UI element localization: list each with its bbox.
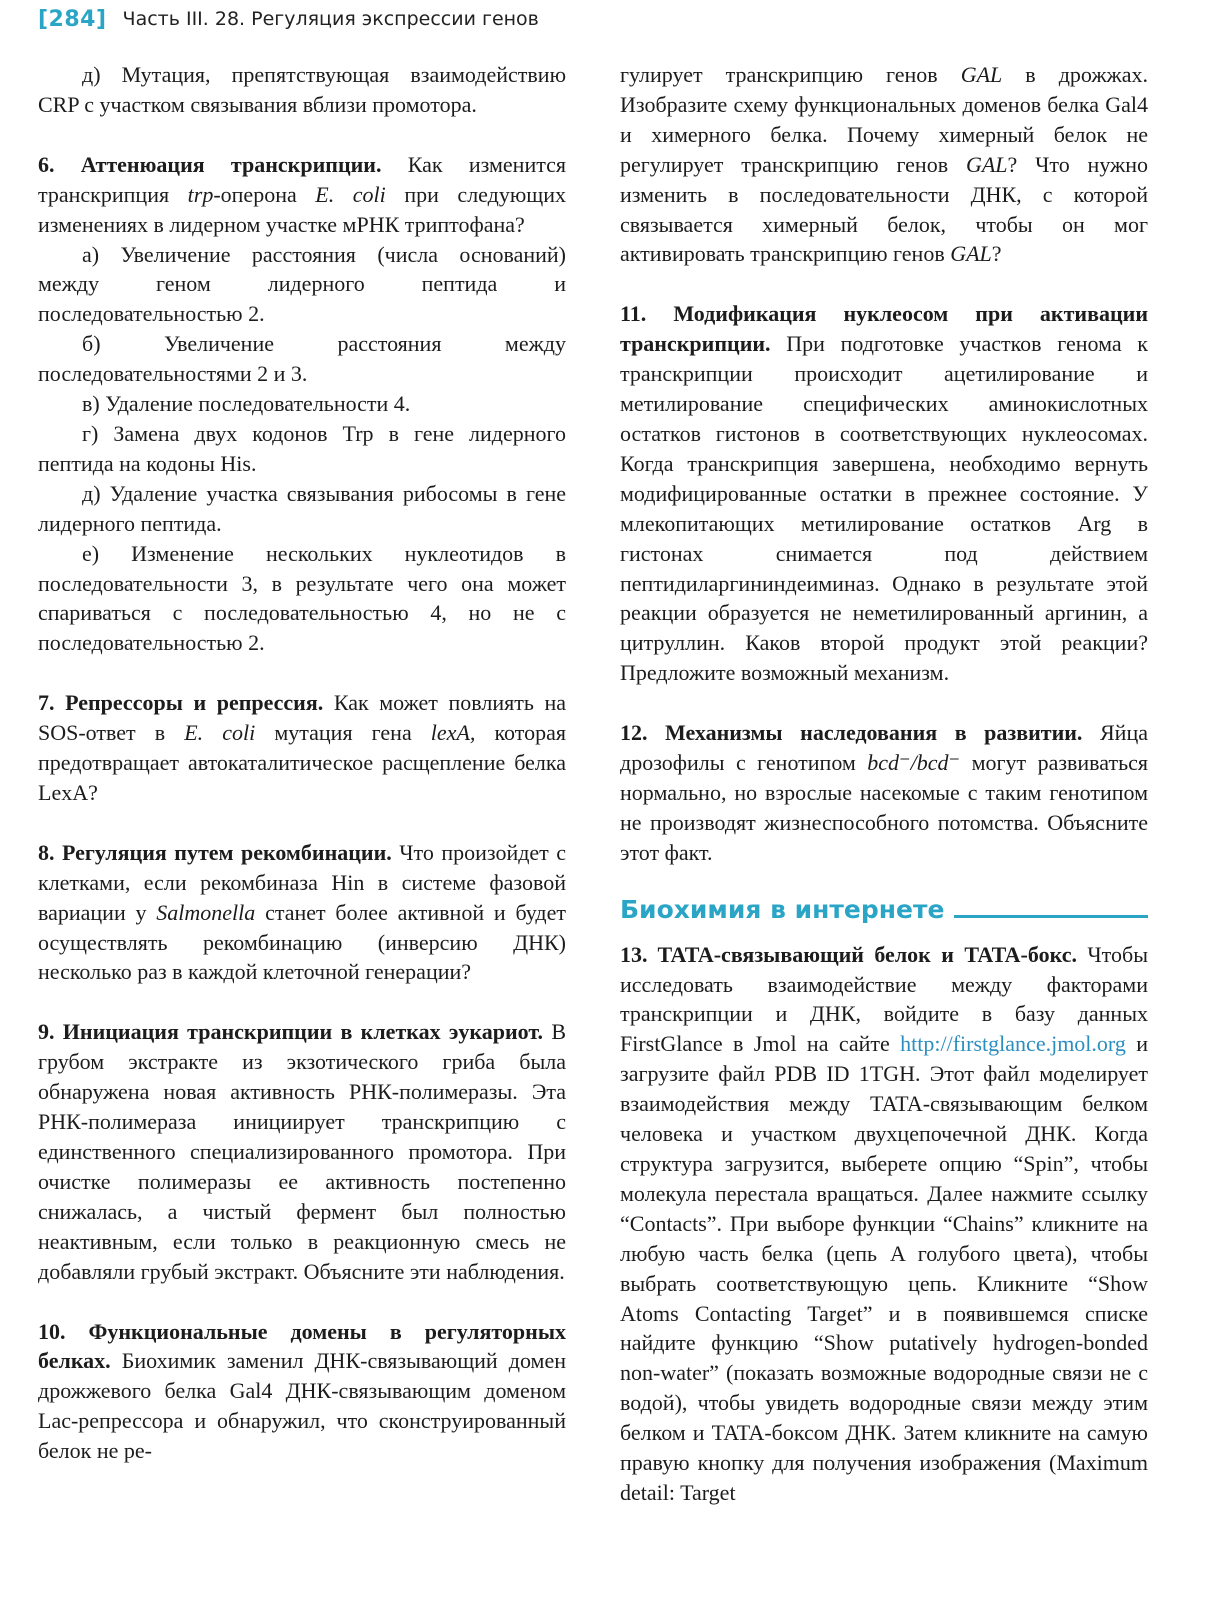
- organism-name: E. coli: [315, 181, 386, 207]
- chapter-title: Часть III. 28. Регуляция экспрессии генов: [122, 8, 539, 30]
- question-text: Как изменится транскрипция: [38, 151, 566, 207]
- question-text: ? Что нужно изменить в последовательности ДНК, с которой связывается химерный белок, чтобы он мог активировать транскрипцию генов: [620, 151, 1149, 267]
- question-heading: 7. Репрессоры и репрессия.: [38, 690, 324, 716]
- page-number: [284]: [38, 6, 107, 32]
- genotype: bcd⁻/bcd⁻: [867, 750, 961, 776]
- question-text: могут развиваться нормально, но взрослые насекомые с таким генотипом не производят жизнеспособного потомства. Объясните этот факт.: [620, 750, 1149, 865]
- question-text: гулирует транскрипцию генов: [620, 62, 961, 87]
- question-text: Яйца дрозофилы с генотипом: [620, 720, 1148, 776]
- organism-name: Salmonella: [156, 899, 256, 925]
- question-text: -оперона: [213, 181, 316, 207]
- question-text: в дрожжах. Изобразите схему функциональных доменов белка Gal4 и химерного белка. Почему химерный белок не регулирует транскрипцию генов: [620, 62, 1149, 177]
- question-8: [38, 838, 566, 988]
- question-text: при следующих изменениях в лидерном участке мРНК триптофана?: [38, 181, 566, 237]
- gene-name: GAL: [960, 62, 1003, 87]
- question-text: которая предотвращает автокаталитическое расщепление белка LexA?: [38, 720, 566, 805]
- question-10: [38, 1317, 566, 1467]
- organism-name: E. coli: [184, 720, 256, 746]
- question-text: и загрузите файл PDB ID 1TGH. Этот файл моделирует взаимодействия между TATA-связывающим белком человека и участком двухцепочечной ДНК. Когда структура загрузится, выберете опцию “Spin”, чтобы молекула перестала вращаться. Далее нажмите ссылку “Contacts”. При выборе функции “Chains” кликните на любую часть белка (цепь A голубого цвета), чтобы выбрать соответствующую цепь. Кликните “Show Atoms Contacting Target” и в появившемся списке найдите функцию “Show putatively hydrogen-bonded non-water” (показать возможные водородные связи не с водой), чтобы увидеть водородные связи между этим белком и TATA-боксом ДНК. Затем кликните на самую правую кнопку для получения изображения (Maximum detail: Target: [620, 1031, 1148, 1505]
- question-heading: 6. Аттенюация транскрипции.: [38, 151, 382, 177]
- question-6c: в) Удаление последовательности 4.: [82, 391, 411, 417]
- question-6: [38, 150, 566, 240]
- question-12: [620, 718, 1148, 868]
- question-text: Как может повлиять на SOS-ответ в: [38, 690, 566, 746]
- question-11: [620, 299, 1148, 688]
- question-5d: д) Мутация, препятствующая взаимодействию CRP с участком связывания вблизи промотора.: [38, 62, 566, 117]
- section-rule: [954, 915, 1148, 918]
- question-7: [38, 688, 566, 808]
- left-column: [38, 60, 566, 1466]
- question-10-continued: [620, 60, 1148, 269]
- question-text: Биохимик заменил ДНК-связывающий домен дрожжевого белка Gal4 ДНК-связывающим доменом Lac-репрессора и обнаружил, что сконструированный белок не ре-: [38, 1348, 566, 1464]
- question-6e: д) Удаление участка связывания рибосомы в гене лидерного пептида.: [38, 480, 566, 536]
- gene-name: trp: [187, 181, 214, 207]
- question-heading: 13. TATA-связывающий белок и TATA-бокс.: [620, 941, 1077, 967]
- right-column: [620, 60, 1148, 1508]
- running-head: [38, 2, 539, 36]
- question-heading: 8. Регуляция путем рекомбинации.: [38, 839, 392, 865]
- question-13: [620, 940, 1148, 1508]
- question-6d: г) Замена двух кодонов Trp в гене лидерного пептида на кодоны His.: [38, 420, 566, 476]
- question-heading: 11. Модификация нуклеосом при активации транскрипции.: [620, 301, 1148, 357]
- question-heading: 9. Инициация транскрипции в клетках эукариот.: [38, 1019, 544, 1045]
- question-text: ?: [991, 241, 1002, 267]
- question-text: Чтобы исследовать взаимодействие между факторами транскрипции и ДНК, войдите в базу данных FirstGlance в Jmol на сайте: [620, 941, 1148, 1057]
- question-heading: 10. Функциональные домены в регуляторных белках.: [38, 1318, 566, 1374]
- question-text: Что произойдет с клетками, если рекомбиназа Hin в системе фазовой вариации у: [38, 839, 567, 925]
- gene-name: GAL: [965, 151, 1008, 177]
- gene-name: GAL: [950, 241, 992, 267]
- question-6f: е) Изменение нескольких нуклеотидов в последовательности 3, в результате чего она может спариваться с последовательностью 4, но не с последовательностью 2.: [38, 540, 566, 656]
- section-title: Биохимия в интернете: [620, 894, 945, 924]
- question-6a: а) Увеличение расстояния (числа оснований) между геном лидерного пептида и последовательностью 2.: [38, 241, 566, 327]
- question-text: В грубом экстракте из экзотического гриба была обнаружена новая активность РНК-полимеразы. Эта РНК-полимераза инициирует транскрипцию с единственного специализированного промотора. При очистке полимеразы ее активность постепенно снижалась, а чистый фермент был полностью неактивным, если только в реакционную смесь не добавляли грубый экстракт. Объясните эти наблюдения.: [38, 1019, 566, 1284]
- question-6b: б) Увеличение расстояния между последовательностями 2 и 3.: [38, 331, 566, 387]
- question-text: станет более активной и будет осуществлять рекомбинацию (инверсию ДНК) несколько раз в каждой клеточной генерации?: [38, 899, 566, 985]
- firstglance-link[interactable]: http://firstglance.jmol.org: [900, 1031, 1126, 1057]
- question-heading: 12. Механизмы наследования в развитии.: [620, 720, 1083, 746]
- section-heading: [620, 894, 1148, 926]
- question-text: При подготовке участков генома к транскрипции происходит ацетилирование и метилирование специфических аминокислотных остатков гистонов в соответствующих нуклеосомах. Когда транскрипция завершена, необходимо вернуть модифицированные остатки в прежнее состояние. У млекопитающих метилирование остатков Arg в гистонах снимается под действием пептидиларгининдеиминаз. Однако в результате этой реакции образуется не неметилированный аргинин, а цитруллин. Каков второй продукт этой реакции? Предложите возможный механизм.: [620, 331, 1148, 686]
- question-9: [38, 1017, 566, 1286]
- gene-name: lexA,: [430, 720, 476, 746]
- question-text: мутация гена: [255, 720, 431, 746]
